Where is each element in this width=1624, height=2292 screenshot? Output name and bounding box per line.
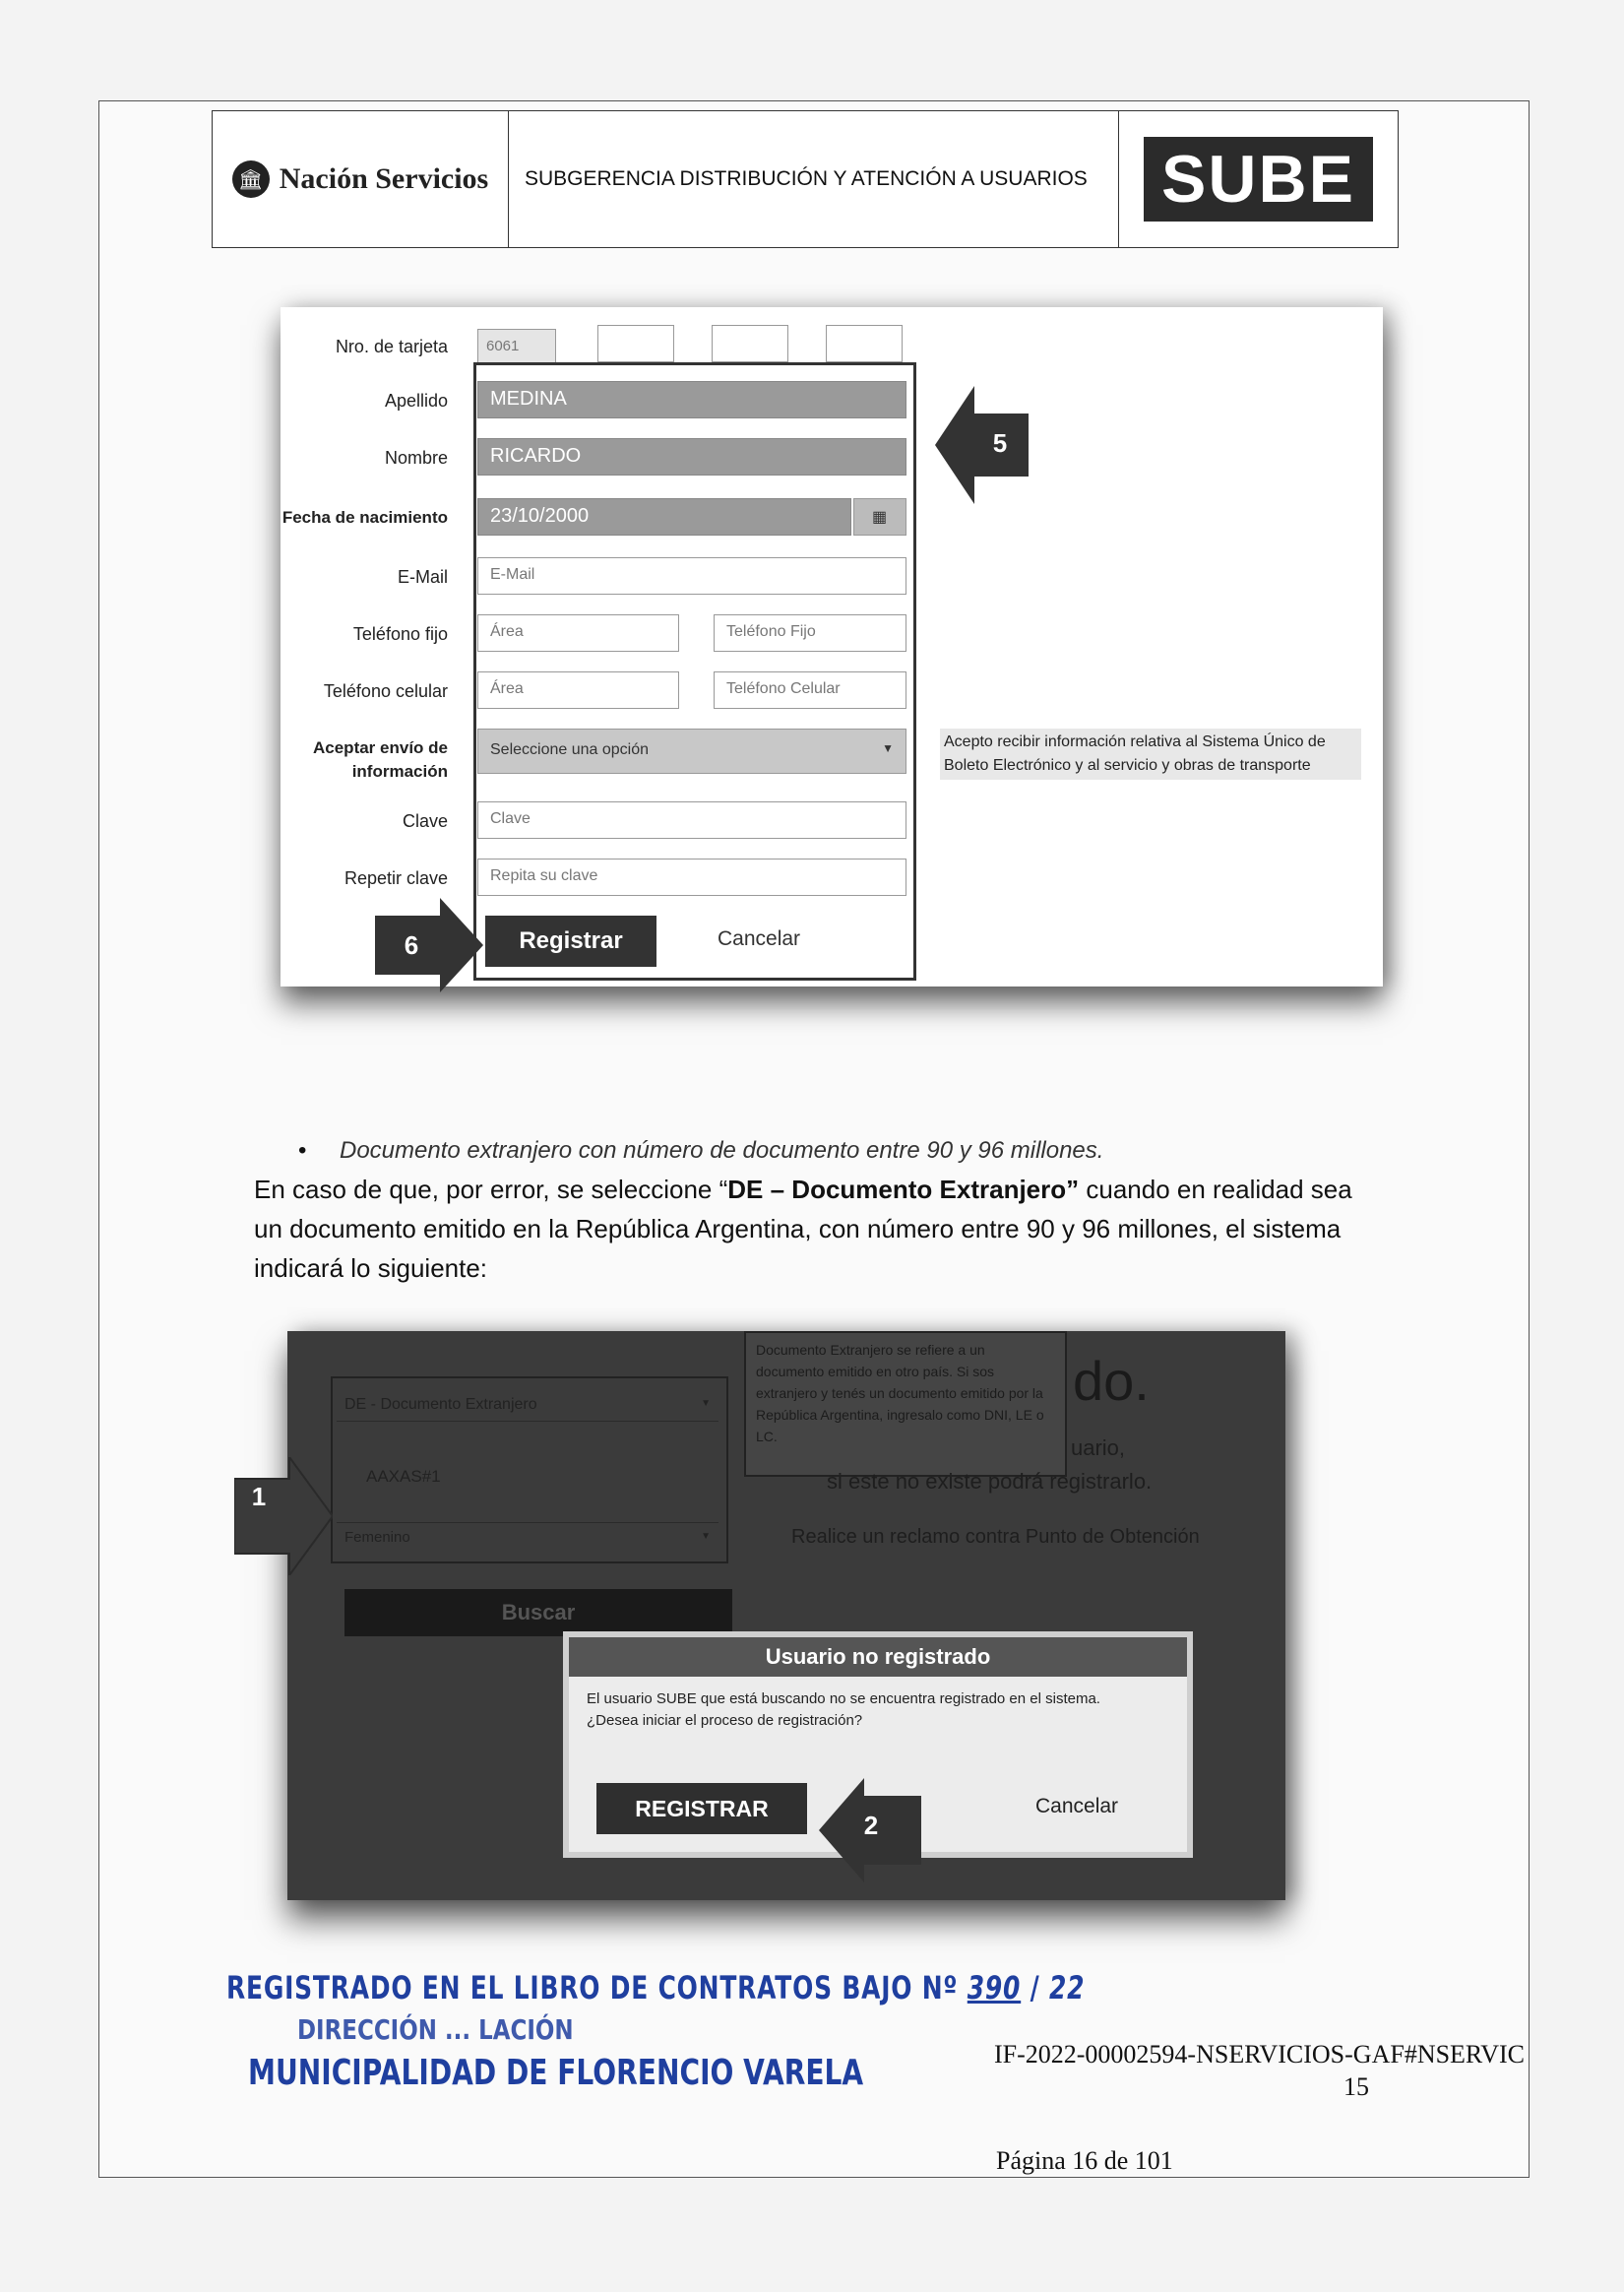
- chevron-down-icon: ▼: [882, 741, 894, 755]
- document-id: IF-2022-00002594-NSERVICIOS-GAF#NSERVIC: [994, 2040, 1525, 2069]
- repetir-label: Repetir clave: [344, 868, 448, 888]
- step-badge-1: 1: [251, 1481, 267, 1511]
- header-brand-cell: [1119, 111, 1398, 247]
- fecha-input[interactable]: 23/10/2000: [477, 498, 851, 536]
- para-bold: DE – Documento Extranjero”: [727, 1175, 1080, 1204]
- nombre-label: Nombre: [384, 448, 448, 468]
- document-header: [212, 110, 1399, 248]
- usuario-no-registrado-screenshot: [251, 1331, 1285, 1900]
- cancelar-dialog-button[interactable]: Cancelar: [1035, 1795, 1119, 1817]
- card-number-field-1[interactable]: 6061: [477, 329, 556, 364]
- stamp-line-1: REGISTRADO EN EL LIBRO DE CONTRATOS BAJO Nº 390 / 22: [226, 1969, 1086, 2006]
- card-number-field-2[interactable]: [597, 325, 674, 362]
- buscar-button[interactable]: Buscar: [344, 1589, 732, 1636]
- tel-cel-label: Teléfono celular: [323, 681, 448, 701]
- envio-select[interactable]: [477, 729, 906, 774]
- apellido-label: Apellido: [384, 391, 448, 411]
- envio-select-value: Seleccione una opción: [490, 741, 650, 758]
- bg-line-3: Realice un reclamo contra Punto de Obtención: [791, 1526, 1200, 1548]
- stamp-text-1: REGISTRADO EN EL LIBRO DE CONTRATOS BAJO Nº: [226, 1969, 959, 2006]
- dialog-text-1: El usuario SUBE que está buscando no se encuentra registrado en el sistema.: [587, 1690, 1100, 1707]
- bank-building-icon: 🏛: [232, 160, 270, 198]
- envio-label: [281, 736, 448, 784]
- repetir-input[interactable]: Repita su clave: [477, 859, 906, 896]
- gender-value: Femenino: [344, 1529, 410, 1546]
- doc-type-value: DE - Documento Extranjero: [344, 1396, 537, 1413]
- dialog-title: Usuario no registrado: [569, 1637, 1187, 1677]
- doc-type-select[interactable]: [337, 1390, 718, 1422]
- header-logo-cell: [213, 111, 509, 247]
- bullet-icon: •: [298, 1137, 307, 1164]
- clave-label: Clave: [402, 811, 448, 831]
- body-paragraph: [254, 1170, 1376, 1288]
- email-label: E-Mail: [397, 567, 448, 587]
- step-badge-2: 2: [863, 1810, 879, 1840]
- dialog-text-2: ¿Desea iniciar el proceso de registración?: [587, 1712, 863, 1729]
- calendar-icon[interactable]: ▦: [853, 498, 906, 536]
- envio-label-line-1: Aceptar envío de: [313, 738, 448, 757]
- nombre-input[interactable]: RICARDO: [477, 438, 906, 476]
- doc-number-input[interactable]: AAXAS#1: [366, 1467, 441, 1486]
- registrar-dialog-button[interactable]: REGISTRAR: [596, 1783, 807, 1834]
- dialog-message: [569, 1677, 1187, 1744]
- stamp-line-2: DIRECCIÓN ... LACIÓN: [297, 2013, 574, 2046]
- tel-fijo-input[interactable]: Teléfono Fijo: [714, 614, 906, 652]
- card-number-label: Nro. de tarjeta: [335, 337, 448, 356]
- para-part-1: En caso de que, por error, se seleccione “: [254, 1175, 728, 1204]
- email-input[interactable]: E-Mail: [477, 557, 906, 595]
- card-number-field-4[interactable]: [826, 325, 903, 362]
- envio-note: [940, 729, 1361, 780]
- envio-note-line-1: Acepto recibir información relativa al Sistema Único de: [944, 733, 1326, 750]
- bg-line-1: uario,: [1071, 1435, 1126, 1460]
- bg-line-2: si este no existe podrá registrarlo.: [827, 1469, 1153, 1494]
- envio-label-line-2: información: [351, 762, 448, 781]
- registrar-button[interactable]: Registrar: [485, 916, 656, 967]
- sube-logo: SUBE: [1144, 137, 1373, 222]
- tel-cel-input[interactable]: Teléfono Celular: [714, 671, 906, 709]
- stamp-year: 22: [1049, 1969, 1086, 2006]
- department-title: SUBGERENCIA DISTRIBUCIÓN Y ATENCIÓN A USUARIOS: [509, 111, 1119, 247]
- chevron-down-icon: ▼: [701, 1531, 711, 1542]
- para-part-2: cuando en realidad sea un documento emitido en la República Argentina, con número entre 90 y 96 millones, el sistema indicará lo siguiente:: [254, 1175, 1352, 1283]
- registration-form-screenshot: [281, 307, 1383, 987]
- card-number-field-3[interactable]: [712, 325, 788, 362]
- bullet-text: Documento extranjero con número de documento entre 90 y 96 millones.: [340, 1137, 1104, 1164]
- clave-input[interactable]: Clave: [477, 801, 906, 839]
- arrow-left-icon: [935, 386, 1033, 504]
- stamp-number: 390: [967, 1969, 1022, 2006]
- cancelar-link[interactable]: Cancelar: [718, 927, 801, 950]
- chevron-down-icon: ▼: [701, 1398, 711, 1409]
- tel-fijo-area-input[interactable]: Área: [477, 614, 679, 652]
- page-indicator: Página 16 de 101: [996, 2146, 1173, 2175]
- tel-cel-area-input[interactable]: Área: [477, 671, 679, 709]
- fecha-label: Fecha de nacimiento: [281, 508, 448, 527]
- step-badge-6: 6: [404, 929, 419, 960]
- gender-select[interactable]: [337, 1522, 718, 1552]
- document-page-number: 15: [1343, 2072, 1369, 2101]
- logo-text: Nación Servicios: [279, 162, 489, 195]
- tel-fijo-label: Teléfono fijo: [352, 624, 448, 644]
- arrow-right-icon: [375, 898, 483, 992]
- stamp-line-3: MUNICIPALIDAD DE FLORENCIO VARELA: [248, 2053, 864, 2093]
- bg-title: do.: [1073, 1350, 1150, 1412]
- tooltip: Documento Extranjero se refiere a un documento emitido en otro país. Si sos extranjero y tenés un documento emitido por la República Argentina, ingresalo como DNI, LE o LC.: [744, 1331, 1067, 1477]
- envio-note-line-2: Boleto Electrónico y al servicio y obras de transporte: [944, 757, 1311, 774]
- apellido-input[interactable]: MEDINA: [477, 381, 906, 418]
- arrow-right-icon: [234, 1457, 333, 1575]
- step-badge-5: 5: [992, 427, 1008, 458]
